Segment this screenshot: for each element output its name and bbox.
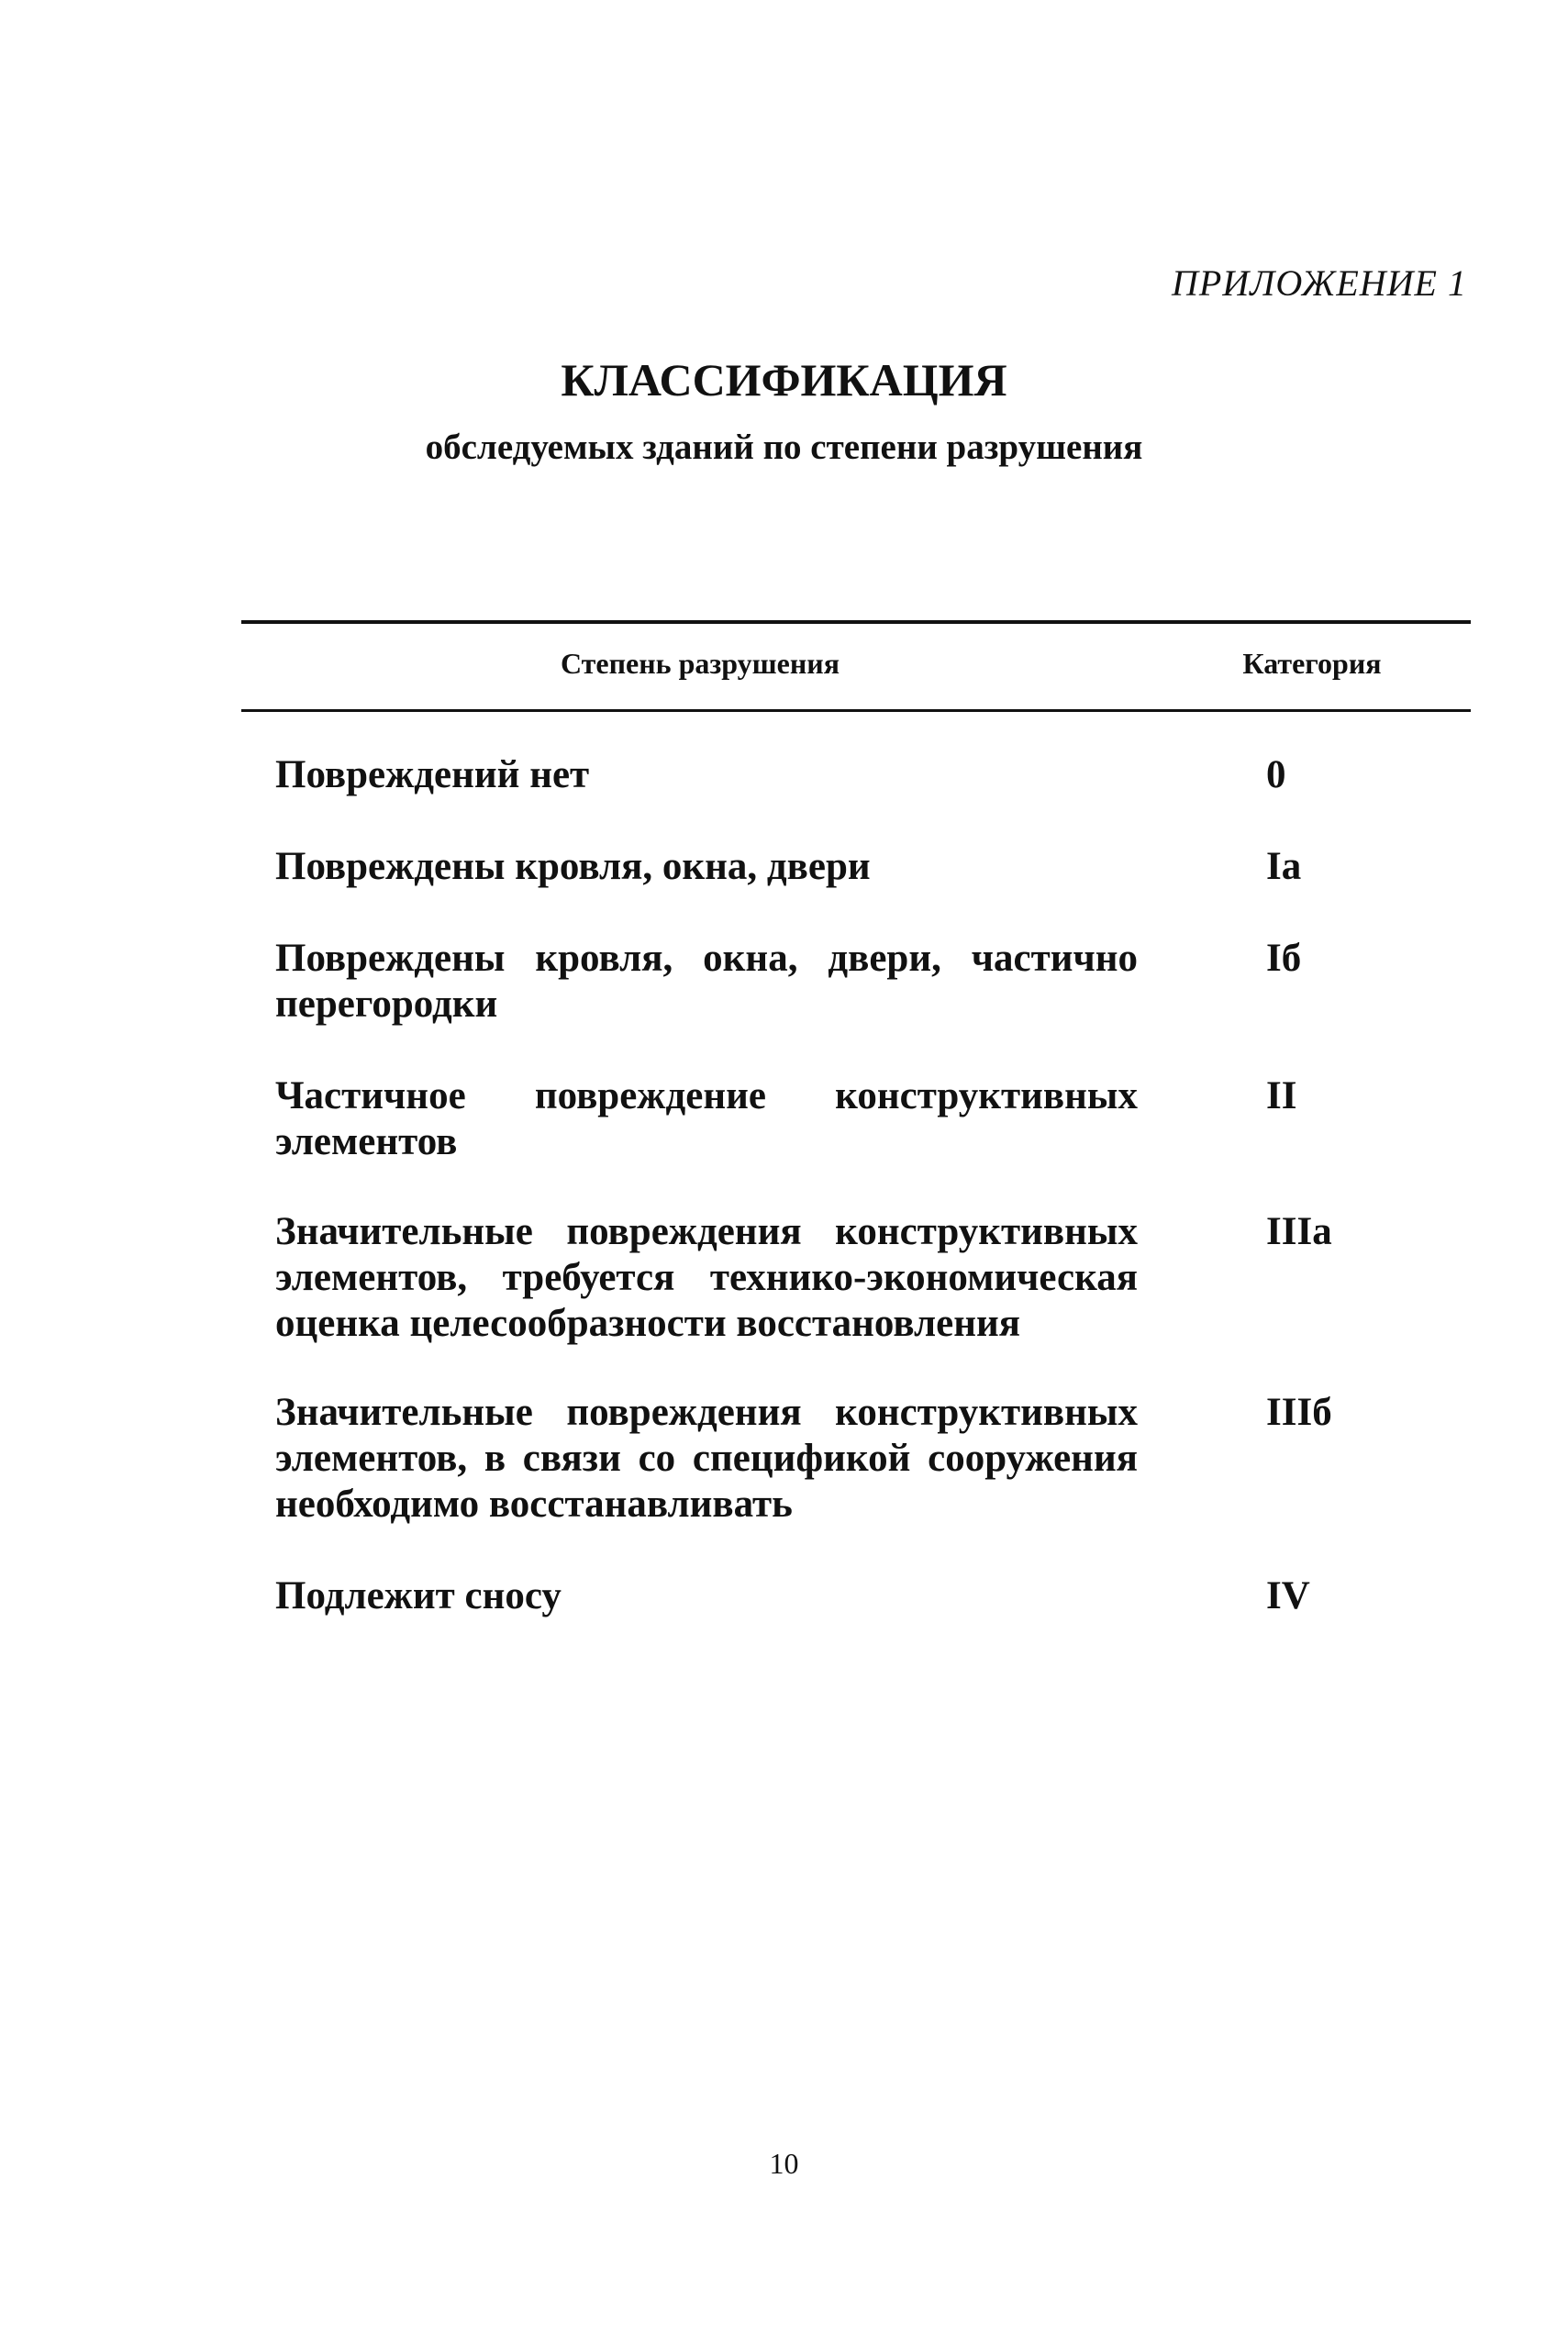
table-row <box>275 1073 1358 1165</box>
category-value: IIIб <box>1266 1391 1332 1434</box>
category-value: IV <box>1266 1574 1310 1617</box>
table-row <box>275 1573 1358 1619</box>
table-row <box>275 1390 1358 1528</box>
table-top-rule <box>241 620 1471 624</box>
table-header-rule <box>241 709 1471 712</box>
damage-description: Подлежит сносу <box>275 1574 562 1617</box>
damage-description: Значительные повреждения конструктивных элементов, требуется технико-экономическая оценка целесообразности восстановления <box>275 1210 1138 1345</box>
document-title: КЛАССИФИКАЦИЯ <box>561 354 1007 406</box>
category-value: Iа <box>1266 845 1302 888</box>
table-row <box>275 1209 1358 1347</box>
damage-description: Частичное повреждение конструктивных элементов <box>275 1074 1138 1163</box>
table-row <box>275 936 1358 1028</box>
appendix-label: ПРИЛОЖЕНИЕ 1 <box>1172 262 1467 304</box>
header-damage-degree: Степень разрушения <box>560 647 840 680</box>
table-row <box>275 844 1358 890</box>
document-subtitle: обследуемых зданий по степени разрушения <box>425 428 1143 467</box>
damage-description: Повреждений нет <box>275 753 590 796</box>
category-value: Iб <box>1266 937 1302 980</box>
table-row <box>275 752 1358 798</box>
damage-description: Значительные повреждения конструктивных элементов, в связи со спецификой сооружения необходимо восстанавливать <box>275 1391 1138 1526</box>
category-value: II <box>1266 1074 1297 1117</box>
header-category: Категория <box>1242 647 1382 680</box>
damage-description: Повреждены кровля, окна, двери <box>275 845 871 888</box>
damage-description: Повреждены кровля, окна, двери, частично перегородки <box>275 937 1138 1026</box>
page-number: 10 <box>769 2147 799 2180</box>
category-value: 0 <box>1266 753 1286 796</box>
category-value: IIIа <box>1266 1210 1332 1253</box>
